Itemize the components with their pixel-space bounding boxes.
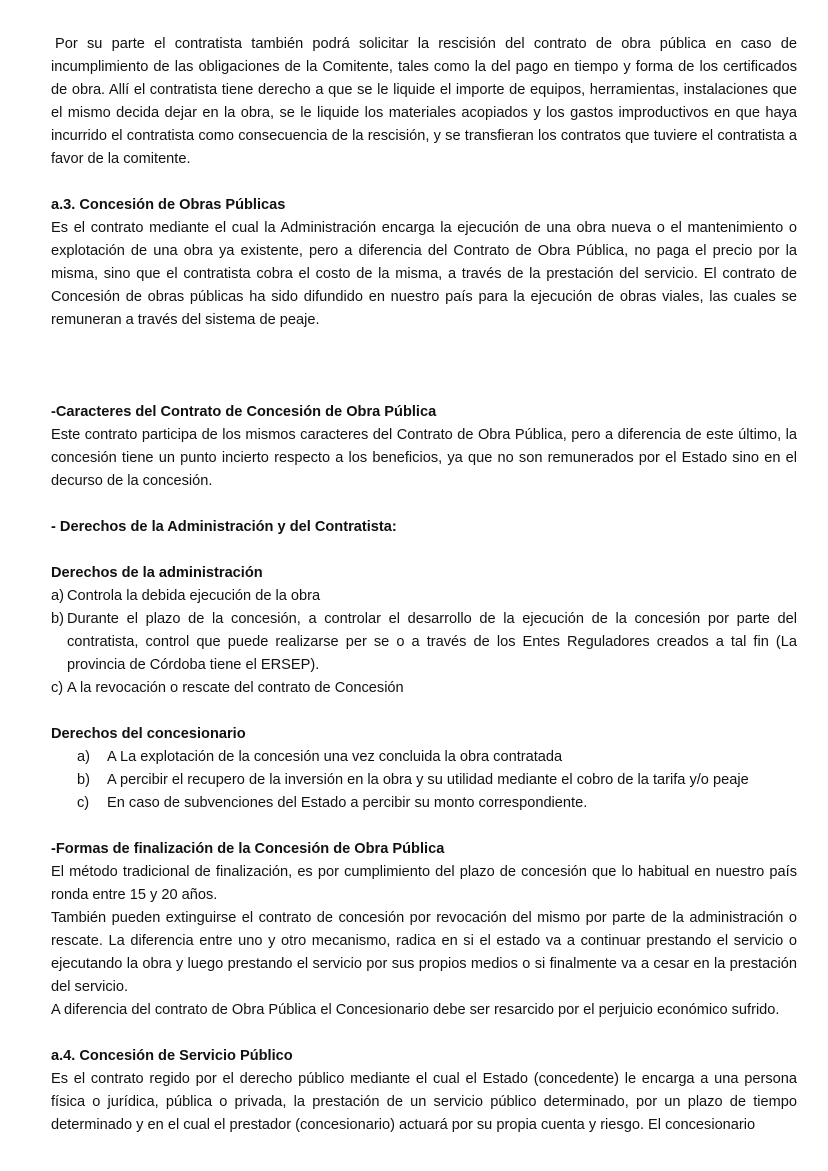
formas-finalizacion-paragraph: El método tradicional de finalización, es por cumplimiento del plazo de concesión que lo habitual en nuestro país ronda entre 15 y 20 años. [51,864,797,903]
derechos-administracion-heading: Derechos de la administración [51,565,263,581]
derechos-concesionario-list [51,746,797,815]
list-item [51,585,797,608]
caracteres-text: Este contrato participa de los mismos caracteres del Contrato de Obra Pública, pero a diferencia de este último, la concesión tiene un punto incierto respecto a los beneficios, ya que no son remunerados por el Estado sino en el decurso de la concesión. [51,427,797,489]
section-a3-text: Es el contrato mediante el cual la Administración encarga la ejecución de una obra nueva o el mantenimiento o explotación de una obra ya existente, pero a diferencia del Contrato de Obra Pública, no paga el precio por la misma, sino que el contratista cobra el costo de la misma, a través de la prestación del servicio. El contrato de Concesión de obras públicas ha sido difundido en nuestro país para la ejecución de obras viales, las cuales se remuneran a través del sistema de peaje. [51,220,797,328]
section-a4-heading: a.4. Concesión de Servicio Público [51,1048,293,1064]
list-item [77,769,797,792]
caracteres-heading: -Caracteres del Contrato de Concesión de Obra Pública [51,404,437,420]
list-marker: b) [51,611,64,627]
intro-paragraph: Por su parte el contratista también podrá solicitar la rescisión del contrato de obra pública en caso de incumplimiento de las obligaciones de la Comitente, tales como la del pago en tiempo y forma de los certificados de obra. Allí el contratista tiene derecho a que se le liquide el importe de equipos, herramientas, instalaciones que el mismo decida dejar en la obra, se le liquide los materiales acopiados y los gastos improductivos en que haya incurrido el contratista como consecuencia de la rescisión, y se transfieran los contratos que tuviere el contratista a favor de la comitente. [51,36,797,167]
list-marker: b) [77,772,90,788]
formas-finalizacion-paragraph: A diferencia del contrato de Obra Pública el Concesionario debe ser resarcido por el perjuicio económico sufrido. [51,1002,780,1018]
section-a4-text: Es el contrato regido por el derecho público mediante el cual el Estado (concedente) le encarga a una persona física o jurídica, pública o privada, la prestación de un servicio público determinado, por un plazo de tiempo determinado y en el cual el prestador (concesionario) actuará por su propia cuenta y riesgo. El concesionario [51,1071,797,1133]
list-item-text: A la revocación o rescate del contrato de Concesión [67,680,404,696]
list-marker: c) [77,795,90,811]
derechos-administracion-list [51,585,797,700]
derechos-heading: - Derechos de la Administración y del Contratista: [51,519,397,535]
section-a3-heading: a.3. Concesión de Obras Públicas [51,197,286,213]
list-item-text: A La explotación de la concesión una vez concluida la obra contratada [107,749,563,765]
list-marker: a) [51,588,64,604]
formas-finalizacion-heading: -Formas de finalización de la Concesión de Obra Pública [51,841,445,857]
document-page [51,33,797,1137]
list-item-text: A percibir el recupero de la inversión en la obra y su utilidad mediante el cobro de la tarifa y/o peaje [107,772,749,788]
list-item [51,608,797,677]
formas-finalizacion-paragraph: También pueden extinguirse el contrato de concesión por revocación del mismo por parte de la administración o rescate. La diferencia entre uno y otro mecanismo, radica en si el estado va a continuar prestando el servicio o ejecutando la obra y luego prestando el servicio por sus propios medios o si finalmente va a cesar en la prestación del servicio. [51,910,797,995]
derechos-concesionario-heading: Derechos del concesionario [51,726,246,742]
list-item [77,792,797,815]
list-item [77,746,797,769]
list-item-text: En caso de subvenciones del Estado a percibir su monto correspondiente. [107,795,588,811]
list-item-text: Durante el plazo de la concesión, a controlar el desarrollo de la ejecución de la concesión por parte del contratista, control que puede realizarse per se o a través de los Entes Reguladores creados a tal fin (La provincia de Córdoba tiene el ERSEP). [67,611,797,673]
list-marker: a) [77,749,90,765]
list-marker: c) [51,680,64,696]
list-item [51,677,797,700]
list-item-text: Controla la debida ejecución de la obra [67,588,321,604]
